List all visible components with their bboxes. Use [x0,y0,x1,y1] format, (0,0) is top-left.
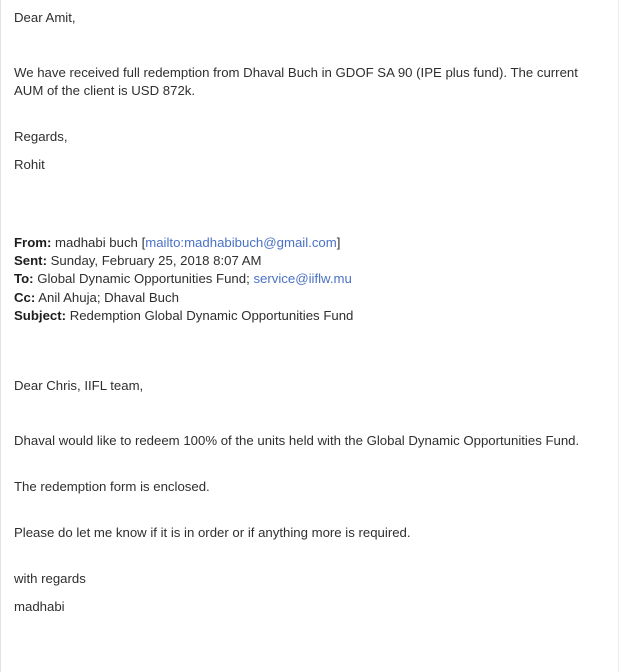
spacer [14,395,592,432]
quoted-paragraph-1: Dhaval would like to redeem 100% of the units held with the Global Dynamic Opportunities Fund. [14,433,580,449]
quoted-greeting: Dear Chris, IIFL team, [14,378,144,394]
header-from-value: madhabi buch [55,235,138,250]
quoted-signature-name: madhabi [14,599,65,615]
header-from-bracket-open: [ [137,235,146,250]
header-sent-label: Sent: [14,253,47,269]
spacer [14,450,592,478]
header-sent-value: Sunday, February 25, 2018 8:07 AM [50,253,262,269]
header-subject-line [14,307,592,325]
header-subject-value: Redemption Global Dynamic Opportunities Fund [69,307,354,323]
spacer [14,588,592,598]
header-subject-label: Subject: [14,307,67,323]
quoted-paragraph-3: Please do let me know if it is in order or if anything more is required. [14,525,411,541]
header-to-line [14,270,592,288]
spacer [14,146,592,156]
email-content [1,0,618,616]
header-from-bracket-close: ] [336,235,341,250]
header-to-email-link[interactable]: service@iiflw.mu [253,271,352,287]
reply-greeting: Dear Amit, [14,10,76,25]
header-sent-line [14,252,592,270]
spacer [14,325,592,377]
quoted-signoff: with regards [14,571,86,587]
reply-signature-name: Rohit [14,157,45,172]
header-from-line [14,234,592,252]
spacer [14,542,592,570]
quoted-message-headers [14,234,592,325]
header-cc-label: Cc: [14,289,36,305]
header-to-label: To: [14,271,34,287]
spacer [14,100,592,128]
header-from-mailto-link[interactable]: mailto:madhabibuch@gmail.com [145,235,337,250]
spacer [14,496,592,524]
header-cc-line [14,289,592,307]
header-to-value: Global Dynamic Opportunities Fund; [37,271,254,287]
header-from-label: From: [14,235,52,250]
header-cc-value: Anil Ahuja; Dhaval Buch [38,289,179,305]
quoted-paragraph-2: The redemption form is enclosed. [14,479,210,495]
spacer [14,174,592,234]
reply-body-paragraph: We have received full redemption from Dhaval Buch in GDOF SA 90 (IPE plus fund). The current AUM of the client is USD 872k. [14,65,578,98]
spacer [14,27,592,64]
reply-signoff: Regards, [14,129,68,144]
